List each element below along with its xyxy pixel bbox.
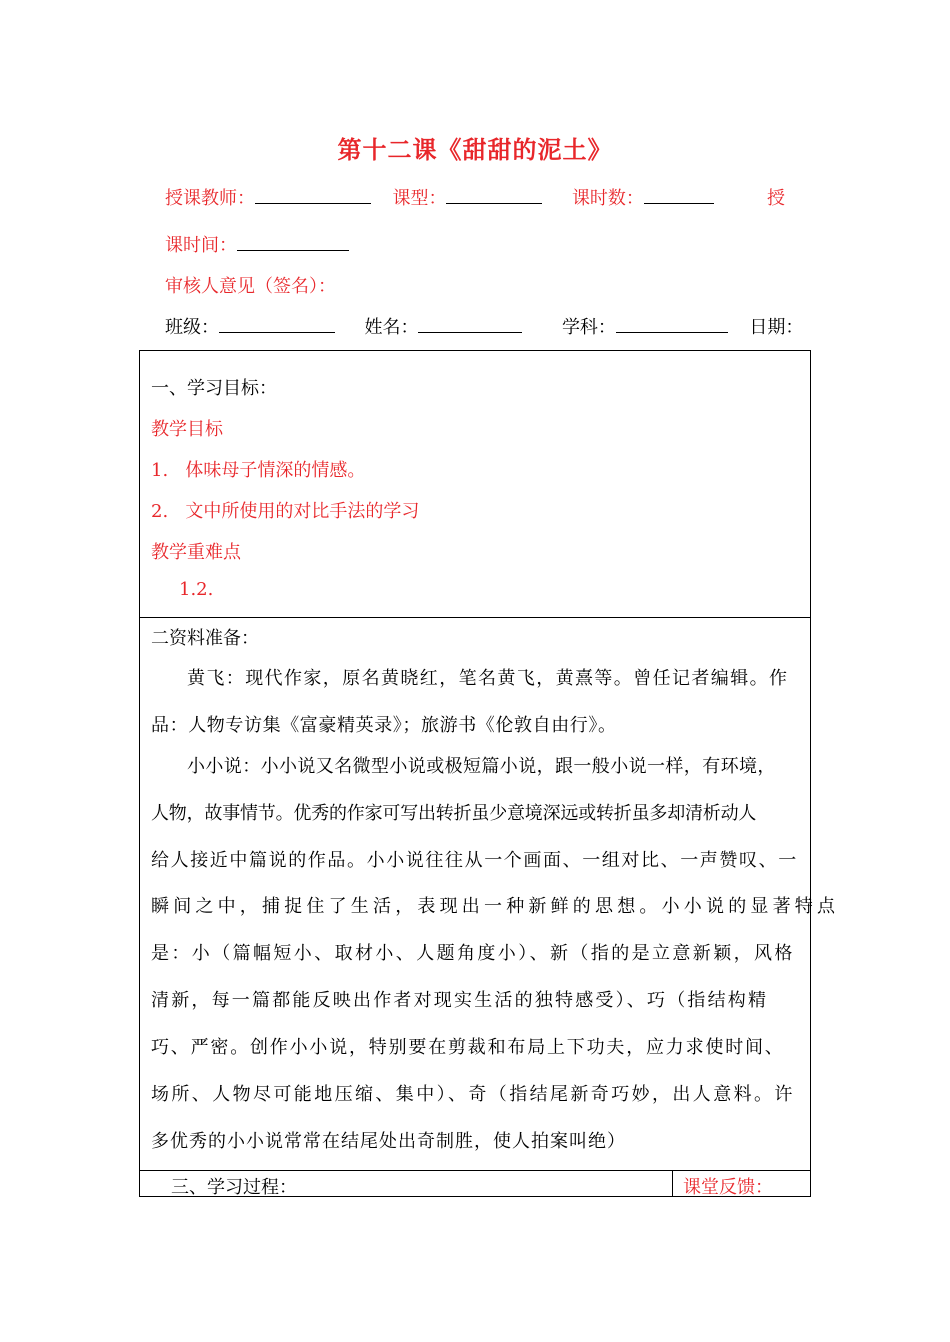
goal-item-1: 1. 体味母子情深的情感。 bbox=[151, 460, 366, 481]
key-title: 教学重难点 bbox=[151, 542, 241, 563]
para-line: 人物，故事情节。优秀的作家可写出转折虽少意境深远或转折虽多却清析动人 bbox=[151, 803, 757, 824]
time-label-part1: 授 bbox=[767, 188, 785, 209]
page-title: 第十二课《甜甜的泥土》 bbox=[337, 135, 613, 164]
para-line: 小小说：小小说又名微型小说或极短篇小说，跟一般小说一样，有环境， bbox=[187, 756, 776, 777]
para-line: 巧、严密。创作小小说，特别要在剪裁和布局上下功夫，应力求使时间、 bbox=[151, 1037, 785, 1058]
para-line: 黄飞：现代作家，原名黄晓红，笔名黄飞，黄熹等。曾任记者编辑。作 bbox=[187, 668, 789, 689]
student-row bbox=[165, 313, 803, 339]
date-label: 日期： bbox=[749, 317, 804, 338]
para-line: 是：小（篇幅短小、取材小、人题角度小）、新（指的是立意新颖，风格 bbox=[151, 943, 795, 964]
para-line: 清新，每一篇都能反映出作者对现实生活的独特感受）、巧（指结构精 bbox=[151, 990, 769, 1011]
para-line: 多优秀的小小说常常在结尾处出奇制胜，使人拍案叫绝） bbox=[151, 1131, 626, 1152]
column-divider bbox=[672, 1170, 673, 1197]
feedback-label: 课堂反馈： bbox=[683, 1177, 773, 1198]
type-blank[interactable] bbox=[446, 187, 542, 204]
section3-heading: 三、学习过程： bbox=[171, 1177, 297, 1198]
type-label: 课型： bbox=[392, 188, 447, 209]
header-row-1 bbox=[165, 184, 714, 210]
key-items: 1.2. bbox=[179, 579, 214, 600]
goal-item-2: 2. 文中所使用的对比手法的学习 bbox=[151, 501, 420, 522]
teacher-label: 授课教师： bbox=[165, 188, 255, 209]
name-blank[interactable] bbox=[418, 316, 522, 333]
section1-heading: 一、学习目标： bbox=[151, 378, 277, 399]
class-blank[interactable] bbox=[219, 316, 335, 333]
para-line: 给人接近中篇说的作品。小小说往往从一个画面、一组对比、一声赞叹、一 bbox=[151, 850, 798, 871]
hours-blank[interactable] bbox=[644, 187, 714, 204]
time-blank[interactable] bbox=[237, 234, 349, 251]
teacher-blank[interactable] bbox=[255, 187, 371, 204]
subject-blank[interactable] bbox=[616, 316, 728, 333]
section2-heading: 二资料准备： bbox=[151, 628, 259, 649]
para-line: 瞬间之中，捕捉住了生活，表现出一种新鲜的思想。小小说的显著特点 bbox=[151, 896, 840, 917]
class-label: 班级： bbox=[165, 317, 219, 338]
para-line: 品：人物专访集《富豪精英录》；旅游书《伦敦自由行》。 bbox=[151, 715, 617, 736]
hours-label: 课时数： bbox=[571, 188, 644, 209]
time-label: 课时间： bbox=[165, 235, 237, 256]
header-row-2 bbox=[165, 231, 349, 257]
name-label: 姓名： bbox=[364, 317, 419, 338]
reviewer-label: 审核人意见（签名）： bbox=[165, 276, 336, 297]
subject-label: 学科： bbox=[561, 317, 616, 338]
para-line: 场所、人物尽可能地压缩、集中）、奇（指结尾新奇巧妙，出人意料。许 bbox=[151, 1084, 795, 1105]
goal-title: 教学目标 bbox=[151, 419, 223, 440]
